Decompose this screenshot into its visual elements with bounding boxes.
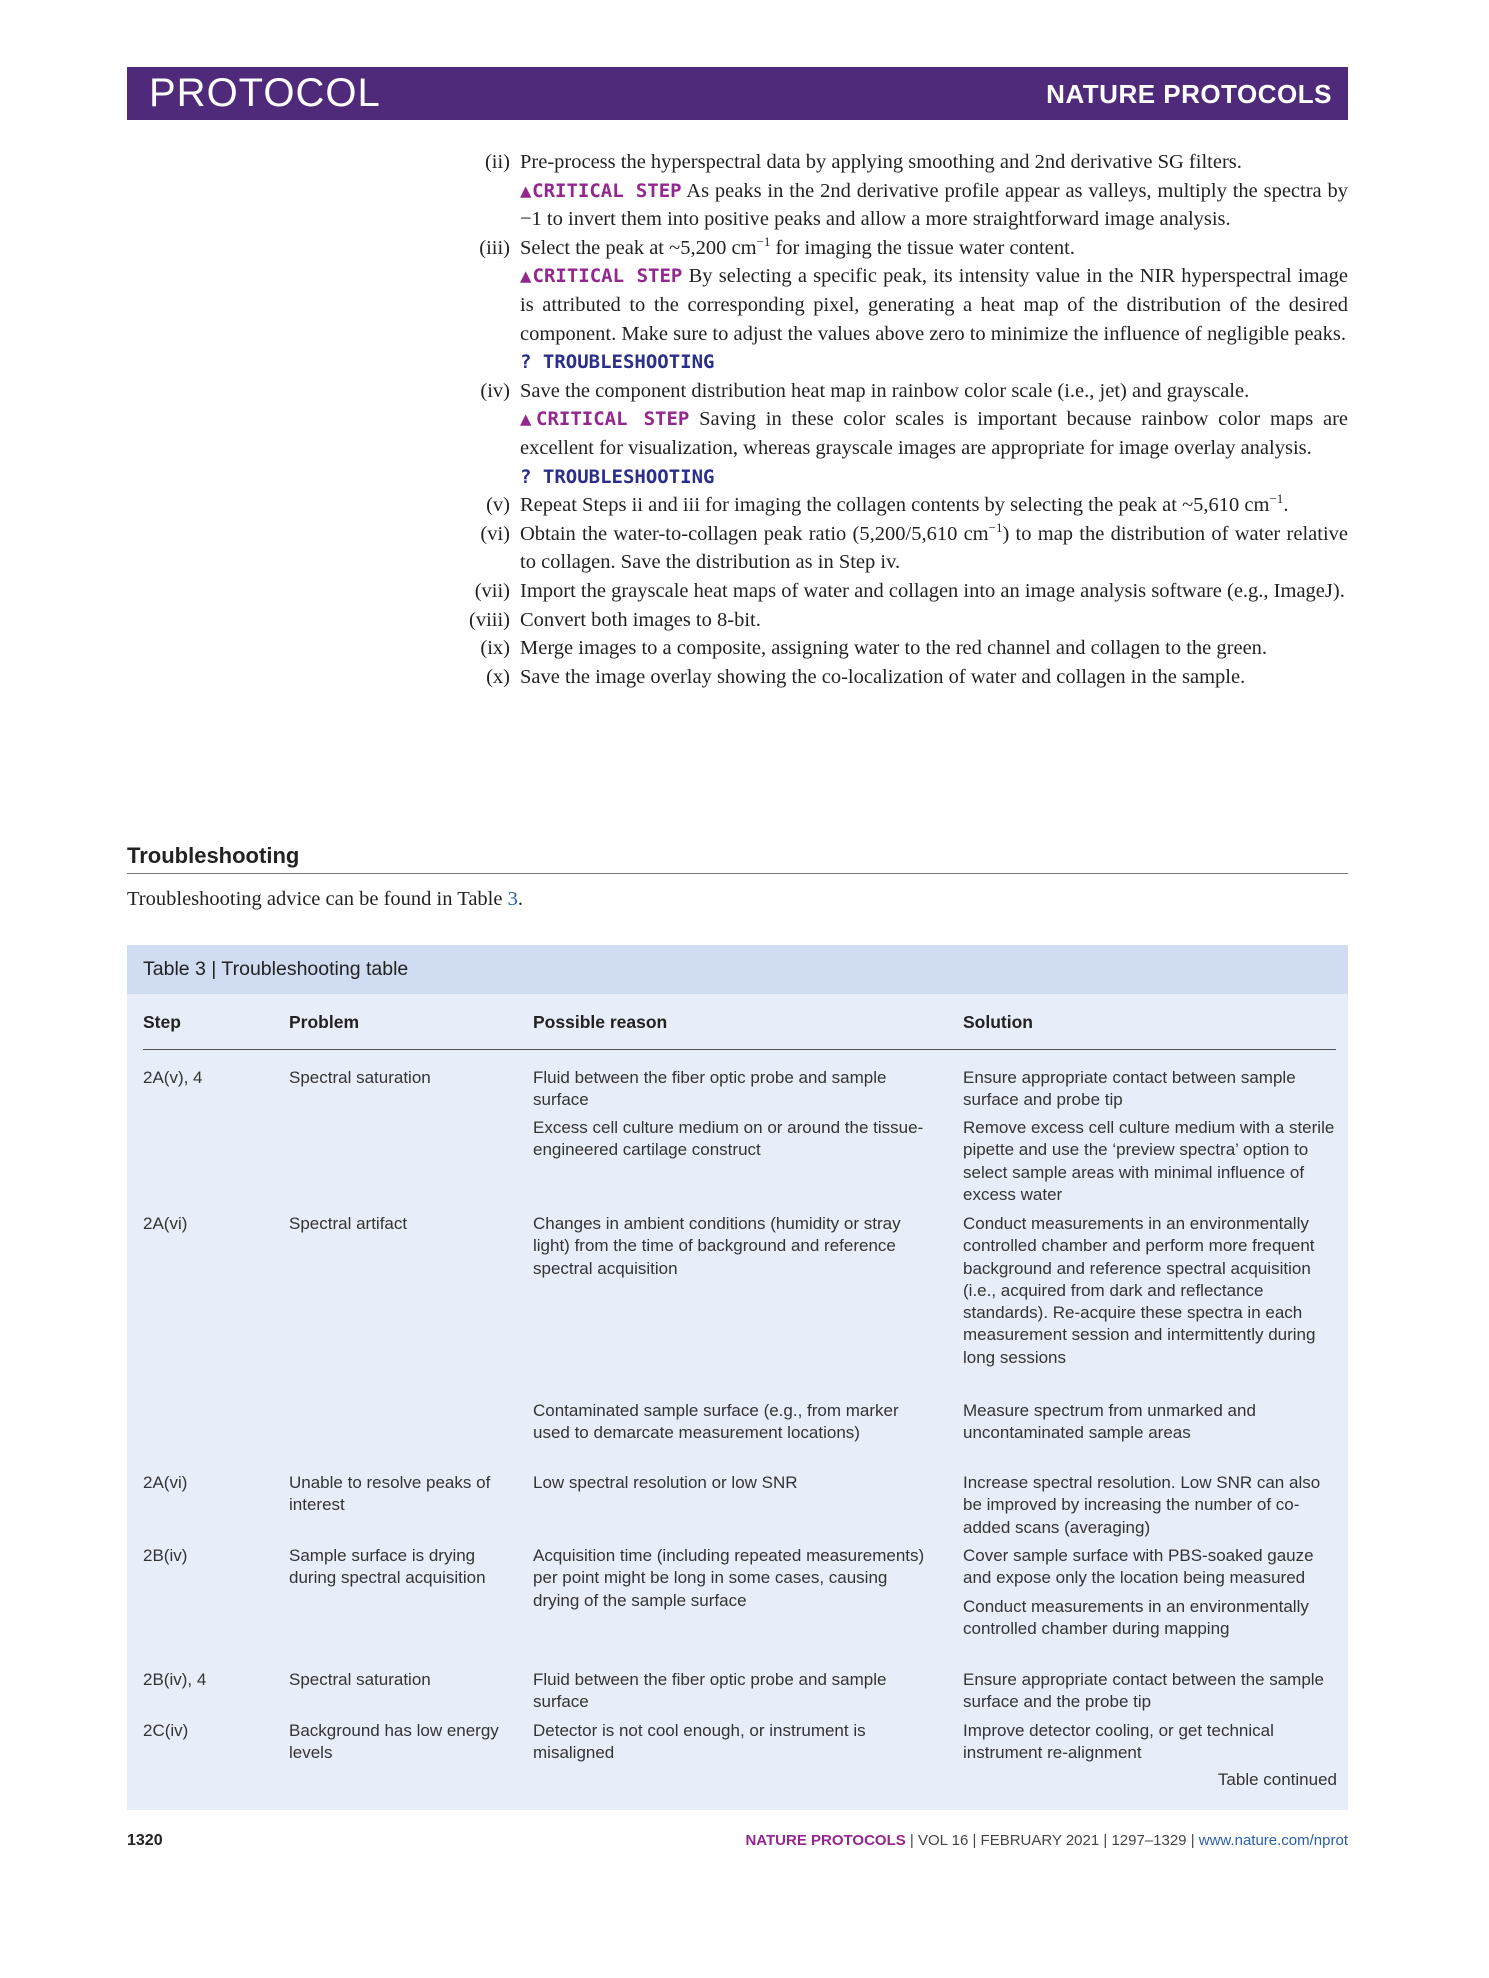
- superscript: −1: [756, 233, 771, 249]
- page-header: [127, 67, 1348, 120]
- table-cell-solution: Ensure appropriate contact between sample surface and probe tip: [963, 1068, 1296, 1110]
- column-header-solution: Solution: [963, 1012, 1033, 1032]
- table-cell-step: 2A(v), 4: [143, 1068, 203, 1087]
- step-text: Obtain the water-to-collagen peak ratio (5,200/5,610 cm: [520, 522, 989, 545]
- table-title-bar: [127, 945, 1348, 994]
- table-cell-problem: Sample surface is drying during spectral acquisition: [289, 1546, 486, 1588]
- troubleshooting-link[interactable]: ? TROUBLESHOOTING: [520, 465, 715, 488]
- step-text: Repeat Steps ii and iii for imaging the collagen contents by selecting the peak at ~5,610 cm: [520, 494, 1270, 517]
- section-heading: Troubleshooting: [127, 843, 1348, 874]
- table-cell-problem: Spectral artifact: [289, 1214, 408, 1233]
- step-text: Pre-process the hyperspectral data by applying smoothing and 2nd derivative SG filters.: [520, 151, 1242, 173]
- critical-step-text: Saving in these color scales is important because rainbow color maps are excellent for visualization, whereas grayscale images are appropriate for image overlay analysis.: [520, 408, 1349, 459]
- footer-details: | VOL 16 | FEBRUARY 2021 | 1297–1329 |: [905, 1832, 1199, 1849]
- column-header-step: Step: [143, 1012, 181, 1032]
- page-number: 1320: [127, 1832, 163, 1849]
- step-v: [440, 491, 1348, 520]
- step-text: Save the component distribution heat map in rainbow color scale (i.e., jet) and grayscale.: [520, 379, 1250, 402]
- superscript: −1: [1269, 491, 1284, 507]
- table-cell-step: 2C(iv): [143, 1721, 189, 1740]
- column-header-problem: Problem: [289, 1012, 360, 1032]
- table-title: Table 3 | Troubleshooting table: [143, 958, 409, 980]
- step-text: Import the grayscale heat maps of water and collagen into an image analysis software (e.g., ImageJ).: [520, 579, 1345, 602]
- footer-url-link[interactable]: www.nature.com/nprot: [1198, 1832, 1348, 1849]
- table-cell-solution: Increase spectral resolution. Low SNR can also be improved by increasing the number of co-added scans (averaging): [963, 1473, 1321, 1537]
- intro-text-end: .: [517, 888, 523, 910]
- step-x: [440, 663, 1348, 692]
- table-cell-problem: Spectral saturation: [289, 1670, 431, 1689]
- footer-journal: NATURE PROTOCOLS: [745, 1832, 906, 1849]
- intro-text: Troubleshooting advice can be found in Table: [127, 888, 508, 910]
- critical-step-text: By selecting a specific peak, its intensity value in the NIR hyperspectral image is attributed to the corresponding pixel, generating a heat map of the distribution of the desired component. Make sure to adjust the values above zero to minimize the influence of negligible peaks.: [520, 265, 1348, 345]
- table-cell-problem: Spectral saturation: [289, 1068, 431, 1087]
- step-text: Merge images to a composite, assigning water to the red channel and collagen to the green.: [520, 637, 1268, 660]
- table-cell-reason: Detector is not cool enough, or instrument is misaligned: [533, 1721, 866, 1763]
- step-iii: [440, 234, 1348, 377]
- step-text: Save the image overlay showing the co-localization of water and collagen in the sample.: [520, 665, 1246, 688]
- table-cell-reason: Acquisition time (including repeated measurements) per point might be long in some cases, causing drying of the sample surface: [533, 1546, 925, 1610]
- table-cell-reason: Changes in ambient conditions (humidity or stray light) from the time of background and reference spectral acquisition: [533, 1214, 901, 1278]
- table-cell-step: 2B(iv), 4: [143, 1670, 207, 1689]
- step-viii: [440, 606, 1348, 635]
- footer-citation: [745, 1832, 1348, 1849]
- table-continued-note: Table continued: [1217, 1770, 1337, 1789]
- step-vi: [440, 520, 1348, 577]
- step-number: (vi): [480, 522, 510, 545]
- step-number: (ii): [484, 151, 510, 173]
- step-number: (vii): [474, 579, 510, 602]
- column-header-reason: Possible reason: [533, 1012, 668, 1032]
- table-cell-solution: Cover sample surface with PBS-soaked gauze and expose only the location being measured: [963, 1546, 1314, 1588]
- critical-step-label: ▲CRITICAL STEP: [520, 265, 683, 288]
- step-number: (viii): [469, 608, 510, 631]
- section-intro: [127, 888, 523, 911]
- table-cell-reason: Excess cell culture medium on or around the tissue-engineered cartilage construct: [533, 1118, 924, 1160]
- table-cell-reason: Fluid between the fiber optic probe and sample surface: [533, 1670, 887, 1712]
- step-number: (iii): [479, 236, 510, 259]
- step-number: (x): [486, 665, 510, 688]
- step-iv: [440, 377, 1348, 491]
- table-cell-reason: Low spectral resolution or low SNR: [533, 1473, 798, 1492]
- table-cell-reason: Fluid between the fiber optic probe and sample surface: [533, 1068, 887, 1110]
- table-cell-solution: Measure spectrum from unmarked and uncontaminated sample areas: [963, 1401, 1256, 1443]
- step-number: (v): [486, 494, 510, 517]
- superscript: −1: [988, 519, 1003, 535]
- table-cell-solution: Conduct measurements in an environmentally controlled chamber and perform more frequent background and reference spectral acquisition (i.e., acquired from dark and reflectance standards). Re-acquire these spectra in each measurement session and intermittently during long sessions: [963, 1214, 1316, 1367]
- table-cell-problem: Unable to resolve peaks of interest: [289, 1473, 491, 1515]
- header-divider: [143, 1049, 1336, 1050]
- step-number: (iv): [480, 379, 510, 402]
- step-text-cont: ) to map the distribution of water relative to collagen. Save the distribution as in Step iv.: [520, 522, 1348, 574]
- header-section-label: PROTOCOL: [149, 71, 381, 115]
- step-text-cont: for imaging the tissue water content.: [770, 236, 1075, 259]
- table-cell-solution: Improve detector cooling, or get technical instrument re-alignment: [963, 1721, 1274, 1763]
- step-vii: [440, 577, 1348, 606]
- table-cell-problem: Background has low energy levels: [289, 1721, 499, 1763]
- critical-step-label: ▲CRITICAL STEP: [520, 408, 690, 431]
- table-reference-link[interactable]: 3: [507, 888, 518, 910]
- step-text: Select the peak at ~5,200 cm: [520, 236, 757, 259]
- step-ix: [440, 634, 1348, 663]
- table-cell-step: 2A(vi): [143, 1214, 188, 1233]
- troubleshooting-link[interactable]: ? TROUBLESHOOTING: [520, 351, 715, 374]
- step-ii: [440, 148, 1348, 234]
- step-text-cont: .: [1283, 494, 1289, 517]
- critical-step-label: ▲CRITICAL STEP: [520, 179, 682, 202]
- header-journal-name: NATURE PROTOCOLS: [1046, 79, 1332, 109]
- step-text: Convert both images to 8-bit.: [520, 608, 761, 631]
- critical-step-text: As peaks in the 2nd derivative profile appear as valleys, multiply the spectra by −1 to invert them into positive peaks and allow a more straightforward image analysis.: [520, 179, 1348, 231]
- table-cell-step: 2A(vi): [143, 1473, 188, 1492]
- procedure-steps: [440, 148, 1348, 691]
- table-cell-solution: Ensure appropriate contact between the sample surface and the probe tip: [963, 1670, 1325, 1712]
- table-cell-step: 2B(iv): [143, 1546, 188, 1565]
- table-cell-reason: Contaminated sample surface (e.g., from marker used to demarcate measurement locations): [533, 1401, 899, 1443]
- step-number: (ix): [480, 637, 510, 660]
- table-cell-solution: Conduct measurements in an environmentally controlled chamber during mapping: [963, 1597, 1309, 1639]
- table-cell-solution: Remove excess cell culture medium with a sterile pipette and use the ‘preview spectra’ option to select sample areas with minimal influence of excess water: [963, 1118, 1335, 1204]
